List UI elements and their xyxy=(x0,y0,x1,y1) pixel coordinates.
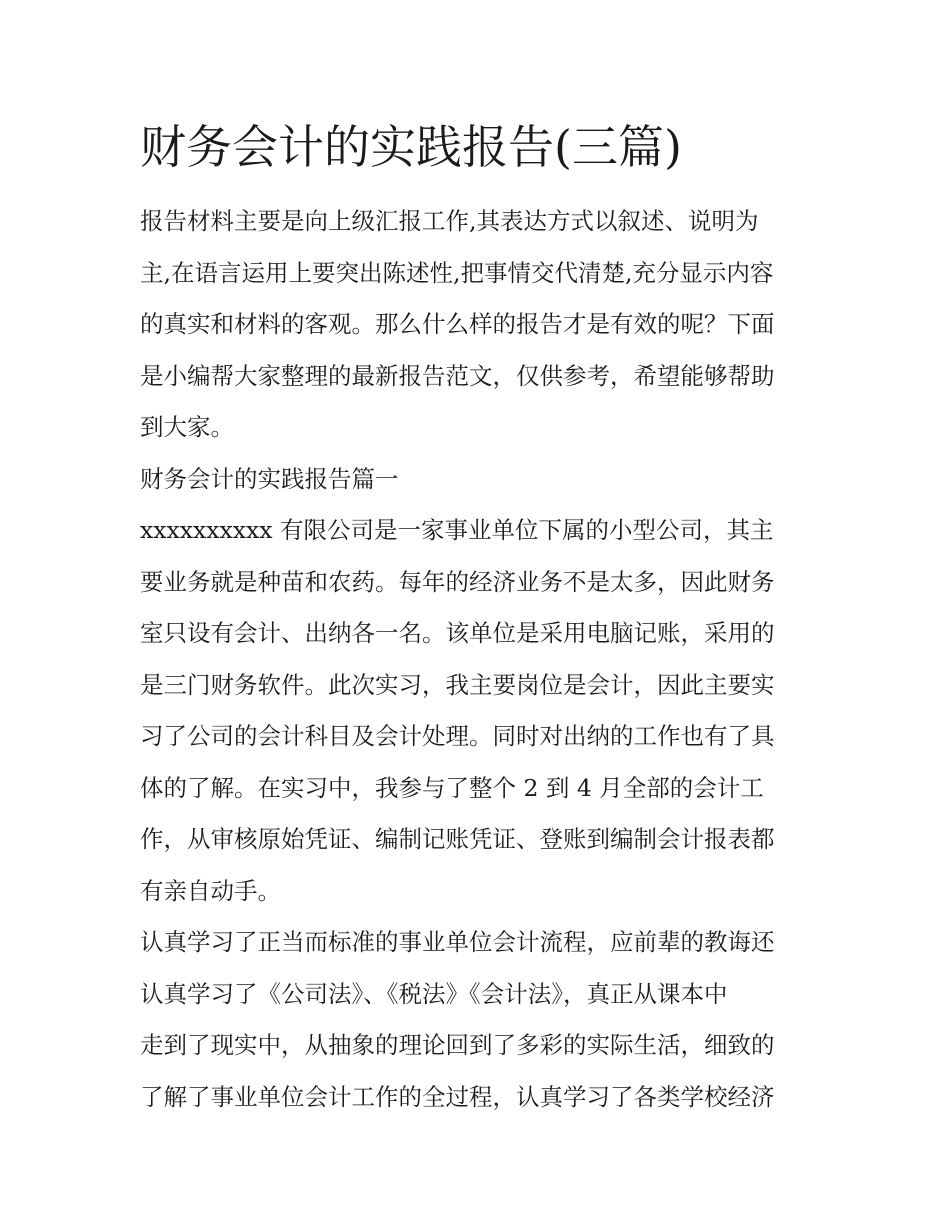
text-line: 到大家。 xyxy=(140,413,234,441)
document-title: 财务会计的实践报告(三篇) xyxy=(140,120,682,174)
text-line: 有亲自动手。 xyxy=(140,876,281,905)
text-line: 体的了解。在实习中，我参与了整个 2 到 4 月全部的会计工 xyxy=(140,773,764,802)
text-line: 认真学习了正当而标准的事业单位会计流程，应前辈的教诲还 xyxy=(140,928,775,956)
text-line: 的真实和材料的客观。那么什么样的报告才是有效的呢？下面 xyxy=(140,310,775,338)
text-line: xxxxxxxxxx 有限公司是一家事业单位下属的小型公司，其主 xyxy=(140,516,774,544)
text-line: 主,在语言运用上要突出陈述性,把事情交代清楚,充分显示内容 xyxy=(140,258,774,287)
text-line: 是三门财务软件。此次实习，我主要岗位是会计，因此主要实 xyxy=(140,670,775,699)
section-heading: 财务会计的实践报告篇一 xyxy=(140,464,399,493)
intro-paragraph xyxy=(140,196,812,454)
paragraph-2 xyxy=(140,917,812,1123)
text-line: 室只设有会计、出纳各一名。该单位是采用电脑记账，采用的 xyxy=(140,619,775,647)
text-line: 是小编帮大家整理的最新报告范文，仅供参考，希望能够帮助 xyxy=(140,361,775,390)
paragraph-1 xyxy=(140,505,812,917)
text-line: 习了公司的会计科目及会计处理。同时对出纳的工作也有了具 xyxy=(140,722,775,750)
text-line: 了解了事业单位会计工作的全过程，认真学习了各类学校经济 xyxy=(140,1082,775,1111)
text-line: 走到了现实中，从抽象的理论回到了多彩的实际生活，细致的 xyxy=(140,1031,775,1059)
text-line: 认真学习了《公司法》、《税法》《会计法》，真正从课本中 xyxy=(140,979,728,1008)
document-body xyxy=(140,196,812,1123)
text-line: 报告材料主要是向上级汇报工作,其表达方式以叙述、说明为 xyxy=(140,207,759,235)
text-line: 作，从审核原始凭证、编制记账凭证、登账到编制会计报表都 xyxy=(140,825,775,853)
text-line: 要业务就是种苗和农药。每年的经济业务不是太多，因此财务 xyxy=(140,567,775,596)
